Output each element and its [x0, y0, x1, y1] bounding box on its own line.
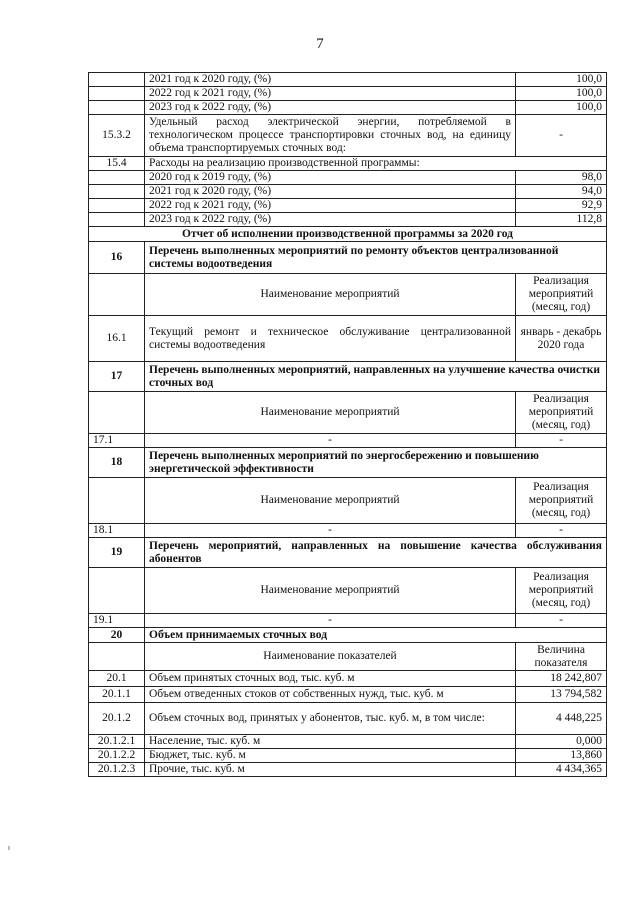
row-value: - [516, 524, 607, 538]
row-number [89, 185, 145, 199]
row-value: 100,0 [516, 87, 607, 101]
table-row [89, 316, 607, 362]
column-header-name: Наименование мероприятий [145, 568, 516, 614]
table-row [89, 213, 607, 227]
section-header [89, 628, 607, 643]
row-label: 2023 год к 2022 году, (%) [145, 101, 516, 115]
empty-cell [89, 568, 145, 614]
row-number: 20.1.2.1 [89, 735, 145, 749]
column-header-implementation: Реализация мероприятий (месяц, год) [516, 274, 607, 316]
section-header [89, 362, 607, 392]
row-value: 18 242,807 [516, 671, 607, 687]
section-number: 16 [89, 242, 145, 274]
row-label: Удельный расход электрической энергии, потребляемой в технологическом процессе транспортировки сточных вод, на единицу объема транспортируемых сточных вод: [145, 115, 516, 157]
row-number: 18.1 [89, 524, 145, 538]
row-value: 4 434,365 [516, 763, 607, 777]
column-header-row [89, 478, 607, 524]
row-label: 2023 год к 2022 году, (%) [145, 213, 516, 227]
table-row [89, 115, 607, 157]
row-number: 20.1.1 [89, 687, 145, 703]
row-value: 112,8 [516, 213, 607, 227]
row-label: 2020 год к 2019 году, (%) [145, 171, 516, 185]
table-row [89, 185, 607, 199]
row-number [89, 199, 145, 213]
table-row [89, 199, 607, 213]
row-label: 2022 год к 2021 году, (%) [145, 199, 516, 213]
column-header-name: Наименование показателей [145, 643, 516, 671]
row-number [89, 171, 145, 185]
row-value: - [516, 115, 607, 157]
section-title: Перечень выполненных мероприятий по энергосбережению и повышению энергетической эффективности [145, 448, 607, 478]
column-header-name: Наименование мероприятий [145, 274, 516, 316]
report-title: Отчет об исполнении производственной программы за 2020 год [89, 227, 607, 242]
row-label: - [145, 524, 516, 538]
scan-mark [8, 846, 10, 850]
row-number: 16.1 [89, 316, 145, 362]
row-value: 98,0 [516, 171, 607, 185]
row-value: 13,860 [516, 749, 607, 763]
table-row [89, 87, 607, 101]
section-number: 17 [89, 362, 145, 392]
row-label: Объем сточных вод, принятых у абонентов, тыс. куб. м, в том числе: [145, 703, 516, 735]
row-label: Текущий ремонт и техническое обслуживание централизованной системы водоотведения [145, 316, 516, 362]
section-number: 18 [89, 448, 145, 478]
section-title: Перечень выполненных мероприятий по ремонту объектов централизованной системы водоотведения [145, 242, 607, 274]
section-number: 20 [89, 628, 145, 643]
row-value: 4 448,225 [516, 703, 607, 735]
column-header-implementation: Реализация мероприятий (месяц, год) [516, 392, 607, 434]
table-row [89, 73, 607, 87]
row-value: январь - декабрь 2020 года [516, 316, 607, 362]
table-row [89, 434, 607, 448]
row-number [89, 101, 145, 115]
table-row [89, 671, 607, 687]
column-header-name: Наименование мероприятий [145, 392, 516, 434]
row-label: Объем принятых сточных вод, тыс. куб. м [145, 671, 516, 687]
table-row [89, 735, 607, 749]
column-header-value: Величина показателя [516, 643, 607, 671]
column-header-row [89, 568, 607, 614]
row-label: Расходы на реализацию производственной программы: [145, 157, 607, 171]
table-row [89, 101, 607, 115]
column-header-implementation: Реализация мероприятий (месяц, год) [516, 478, 607, 524]
section-title: Перечень выполненных мероприятий, направленных на улучшение качества очистки сточных вод [145, 362, 607, 392]
row-label: 2021 год к 2020 году, (%) [145, 73, 516, 87]
table-row [89, 749, 607, 763]
row-value: 0,000 [516, 735, 607, 749]
row-value: 94,0 [516, 185, 607, 199]
empty-cell [89, 643, 145, 671]
section-title: Объем принимаемых сточных вод [145, 628, 607, 643]
table-row [89, 171, 607, 185]
section-number: 19 [89, 538, 145, 568]
row-value: 100,0 [516, 73, 607, 87]
table-row [89, 524, 607, 538]
row-number [89, 87, 145, 101]
row-value: - [516, 614, 607, 628]
row-value: 13 794,582 [516, 687, 607, 703]
production-program-table [88, 72, 607, 777]
column-header-row [89, 392, 607, 434]
empty-cell [89, 274, 145, 316]
table-row [89, 703, 607, 735]
row-value: 100,0 [516, 101, 607, 115]
row-label: Бюджет, тыс. куб. м [145, 749, 516, 763]
row-number: 15.3.2 [89, 115, 145, 157]
empty-cell [89, 392, 145, 434]
table-row [89, 687, 607, 703]
section-header [89, 242, 607, 274]
row-number: 17.1 [89, 434, 145, 448]
row-number: 15.4 [89, 157, 145, 171]
row-value: 92,9 [516, 199, 607, 213]
row-number: 19.1 [89, 614, 145, 628]
empty-cell [89, 478, 145, 524]
row-number: 20.1.2 [89, 703, 145, 735]
row-number: 20.1.2.2 [89, 749, 145, 763]
section-title: Перечень мероприятий, направленных на повышение качества обслуживания абонентов [145, 538, 607, 568]
report-title-row [89, 227, 607, 242]
row-label: - [145, 434, 516, 448]
section-header [89, 448, 607, 478]
table-row [89, 157, 607, 171]
page-number: 7 [316, 36, 324, 52]
row-label: Объем отведенных стоков от собственных нужд, тыс. куб. м [145, 687, 516, 703]
row-label: 2022 год к 2021 году, (%) [145, 87, 516, 101]
row-number [89, 213, 145, 227]
row-number: 20.1 [89, 671, 145, 687]
row-label: Прочие, тыс. куб. м [145, 763, 516, 777]
row-value: - [516, 434, 607, 448]
table-row [89, 614, 607, 628]
row-number: 20.1.2.3 [89, 763, 145, 777]
section-header [89, 538, 607, 568]
row-label: - [145, 614, 516, 628]
column-header-implementation: Реализация мероприятий (месяц, год) [516, 568, 607, 614]
row-label: 2021 год к 2020 году, (%) [145, 185, 516, 199]
column-header-row [89, 643, 607, 671]
column-header-name: Наименование мероприятий [145, 478, 516, 524]
table-row [89, 763, 607, 777]
column-header-row [89, 274, 607, 316]
row-number [89, 73, 145, 87]
row-label: Население, тыс. куб. м [145, 735, 516, 749]
